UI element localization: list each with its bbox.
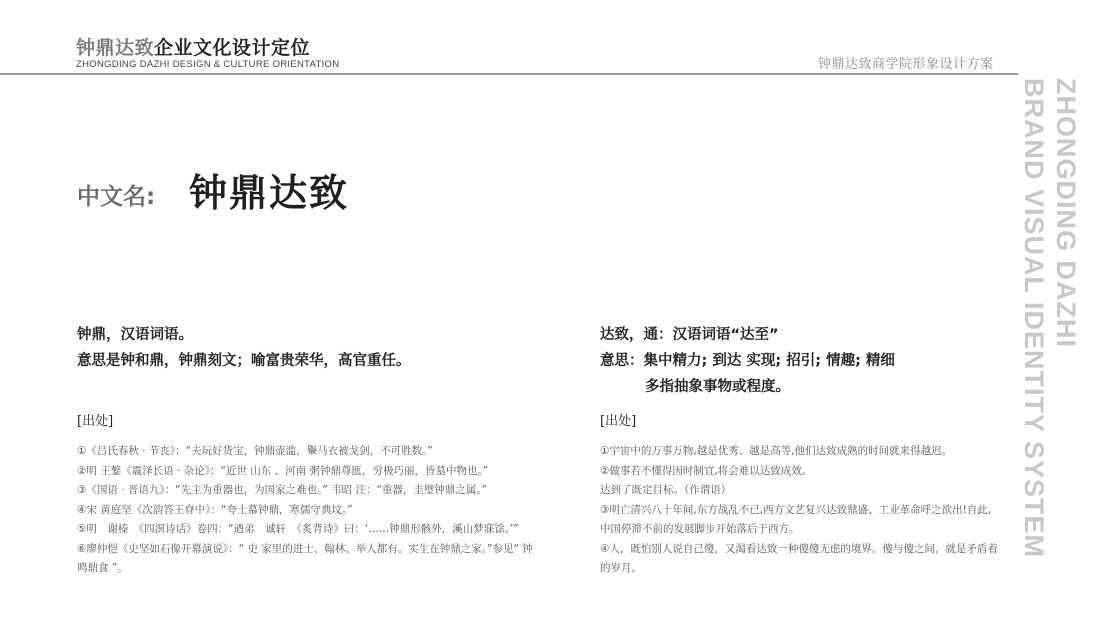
- left-reference-list: [77, 442, 539, 579]
- left-column: [77, 322, 547, 574]
- right-definition-line1: 达致，通：汉语词语“达至”: [600, 327, 779, 343]
- chinese-name-value: 钟鼎达致: [189, 171, 350, 215]
- right-reference-list: [600, 442, 1000, 579]
- list-item: ①《吕氏春秋 · 节丧》：“夫玩好货宝，钟鼎壶滥，轝马衣被戈剑，不可胜数。”: [77, 445, 433, 457]
- right-definition-line3: 多指抽象事物或程度。: [645, 379, 790, 395]
- list-item: ②做事若不懂得因时制宜,将会难以达致成效。: [600, 464, 813, 477]
- header-title-brand: 钟鼎达致: [76, 37, 155, 59]
- side-banner-line1: ZHONGDING DAZHI: [1051, 78, 1081, 348]
- header-divider: [0, 73, 1018, 75]
- list-item: ④人，既怕别人说自己傻，又渴看达致一种傻傻无虑的境界。傻与傻之间，就是矛盾着的岁月。: [600, 542, 998, 574]
- list-item: ⑤明 谢榛 《四溟诗话》卷四：“迺弟 诚轩 《炙背诗》曰：‘……钟鼎形骸外，溪山梦寐馀。’”: [77, 523, 519, 535]
- side-banner: [1018, 78, 1082, 558]
- header-subtitle: ZHONGDING DAZHI DESIGN & CULTURE ORIENTATION: [76, 59, 340, 70]
- right-definition-line2: 意思：集中精力; 到达 实现; 招引; 情趣; 精细: [600, 353, 895, 369]
- left-definition-line2: 意思是钟和鼎，钟鼎刻文；喻富贵荣华，高官重任。: [77, 353, 411, 369]
- list-item: ⑥廖仲恺《史坚如石像开幕演说》：“ 史 家里的进士、翰林、举人都有。实生在钟鼎之家。”参见“ 钟鸣鼎食 ”。: [77, 542, 533, 574]
- list-item: ③《国语 · 晋语九》：“先主为重器也，为国家之难也。” 韦昭 注：“重器，圭璧钟鼎之属。”: [77, 484, 488, 496]
- right-source-heading: [出处]: [600, 414, 637, 429]
- header-right-label: 钟鼎达致商学院形象设计方案: [818, 57, 994, 72]
- list-item: 达到了既定目标。（作谓语）: [600, 484, 732, 496]
- right-column: [600, 322, 1000, 574]
- chinese-name-label: 中文名:: [77, 184, 156, 210]
- header-title-topic: 企业文化设计定位: [154, 37, 311, 59]
- left-source-heading: [出处]: [77, 414, 114, 429]
- list-item: ④宋 黄庭坚《次韵答王眘中》：“夸士慕钟鼎，寒儒守典坟。”: [77, 503, 353, 516]
- side-banner-line2: BRAND VISUAL IDENTITY SYSTEM: [1019, 78, 1049, 559]
- left-definition-line1: 钟鼎，汉语词语。: [77, 327, 193, 343]
- list-item: ③明亡清兴八十年间,东方战乱不已,西方文艺复兴达致鼎盛、工业革命呼之欲出!自此,中国停滞不前的发展脚步开始落后于西方。: [600, 503, 992, 535]
- list-item: ①宇宙中的万事万物,越是优秀、越是高等,他们达致成熟的时间就来得越迟。: [600, 445, 953, 457]
- header-title: [76, 33, 310, 60]
- list-item: ②明 王鏊《震泽长语 · 杂论》：“近世 山东 、河南 粥钟鼎尊匜，穷极巧丽，皆墓中物也。”: [77, 464, 489, 477]
